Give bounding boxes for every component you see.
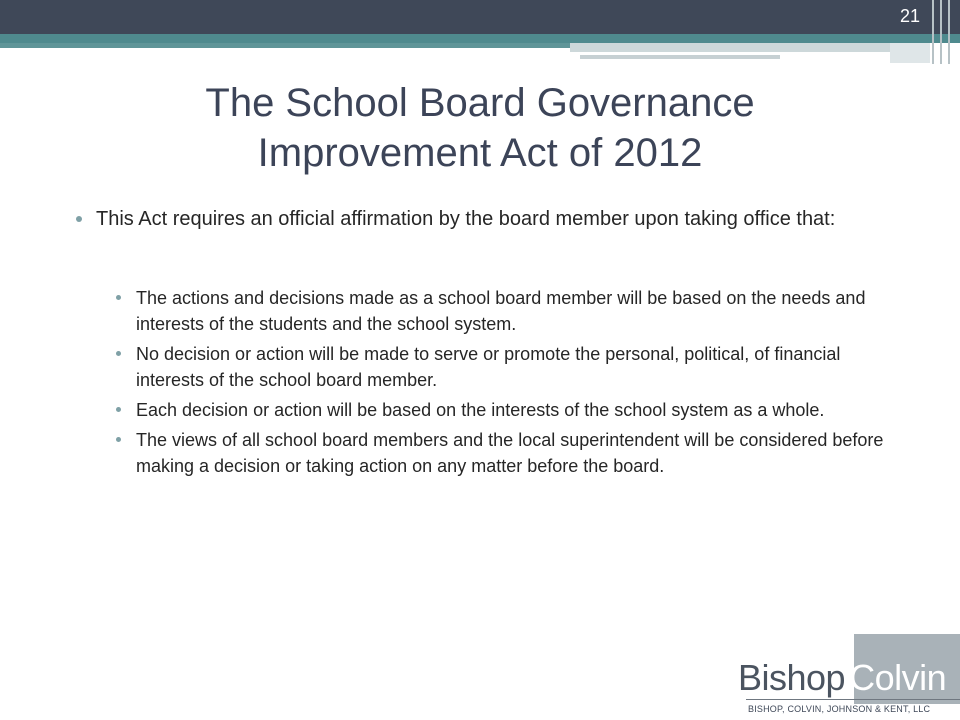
header-band-dark bbox=[0, 0, 960, 34]
sub-bullet-item bbox=[116, 427, 906, 479]
header-accent-light bbox=[570, 43, 890, 52]
logo-word-colvin: Colvin bbox=[849, 657, 947, 698]
header-accent-block bbox=[890, 43, 930, 63]
sub-bullet-item bbox=[116, 341, 906, 393]
header-edge-line bbox=[940, 0, 942, 64]
logo-firm-name: BISHOP, COLVIN, JOHNSON & KENT, LLC bbox=[748, 704, 931, 714]
header-band-teal bbox=[0, 34, 960, 43]
sub-bullet-item bbox=[116, 285, 906, 337]
main-bullet-text: This Act requires an official affirmation by the board member upon taking office that: bbox=[96, 208, 836, 230]
sub-bullet-item bbox=[116, 397, 906, 423]
title-line-1: The School Board Governance bbox=[205, 81, 755, 125]
header-band-teal-lower bbox=[0, 43, 570, 48]
slide-title bbox=[120, 78, 840, 178]
logo-word-bishop: Bishop bbox=[738, 657, 846, 698]
header-accent-line bbox=[580, 55, 780, 59]
header-edge-line bbox=[948, 0, 950, 64]
sub-bullet-text: The views of all school board members and the local superintendent will be considered before making a decision or taking action on any matter before the board. bbox=[136, 430, 884, 476]
sub-bullet-text: The actions and decisions made as a school board member will be based on the needs and interests of the students and the school system. bbox=[136, 288, 866, 334]
logo-divider bbox=[746, 699, 960, 700]
firm-logo bbox=[736, 634, 960, 720]
header-edge-line bbox=[932, 0, 934, 64]
bullet-dot-icon bbox=[76, 216, 82, 222]
main-bullet bbox=[76, 206, 876, 233]
sub-bullet-list bbox=[116, 285, 906, 483]
bullet-dot-icon bbox=[116, 351, 121, 356]
bullet-dot-icon bbox=[116, 295, 121, 300]
main-bullet-list bbox=[76, 206, 876, 233]
logo-wordmark bbox=[738, 658, 946, 698]
sub-bullet-text: No decision or action will be made to serve or promote the personal, political, of financial interests of the school board member. bbox=[136, 344, 841, 390]
title-line-2: Improvement Act of 2012 bbox=[257, 131, 703, 175]
bullet-dot-icon bbox=[116, 407, 121, 412]
sub-bullet-text: Each decision or action will be based on the interests of the school system as a whole. bbox=[136, 400, 825, 420]
slide-number: 21 bbox=[900, 6, 921, 26]
bullet-dot-icon bbox=[116, 437, 121, 442]
